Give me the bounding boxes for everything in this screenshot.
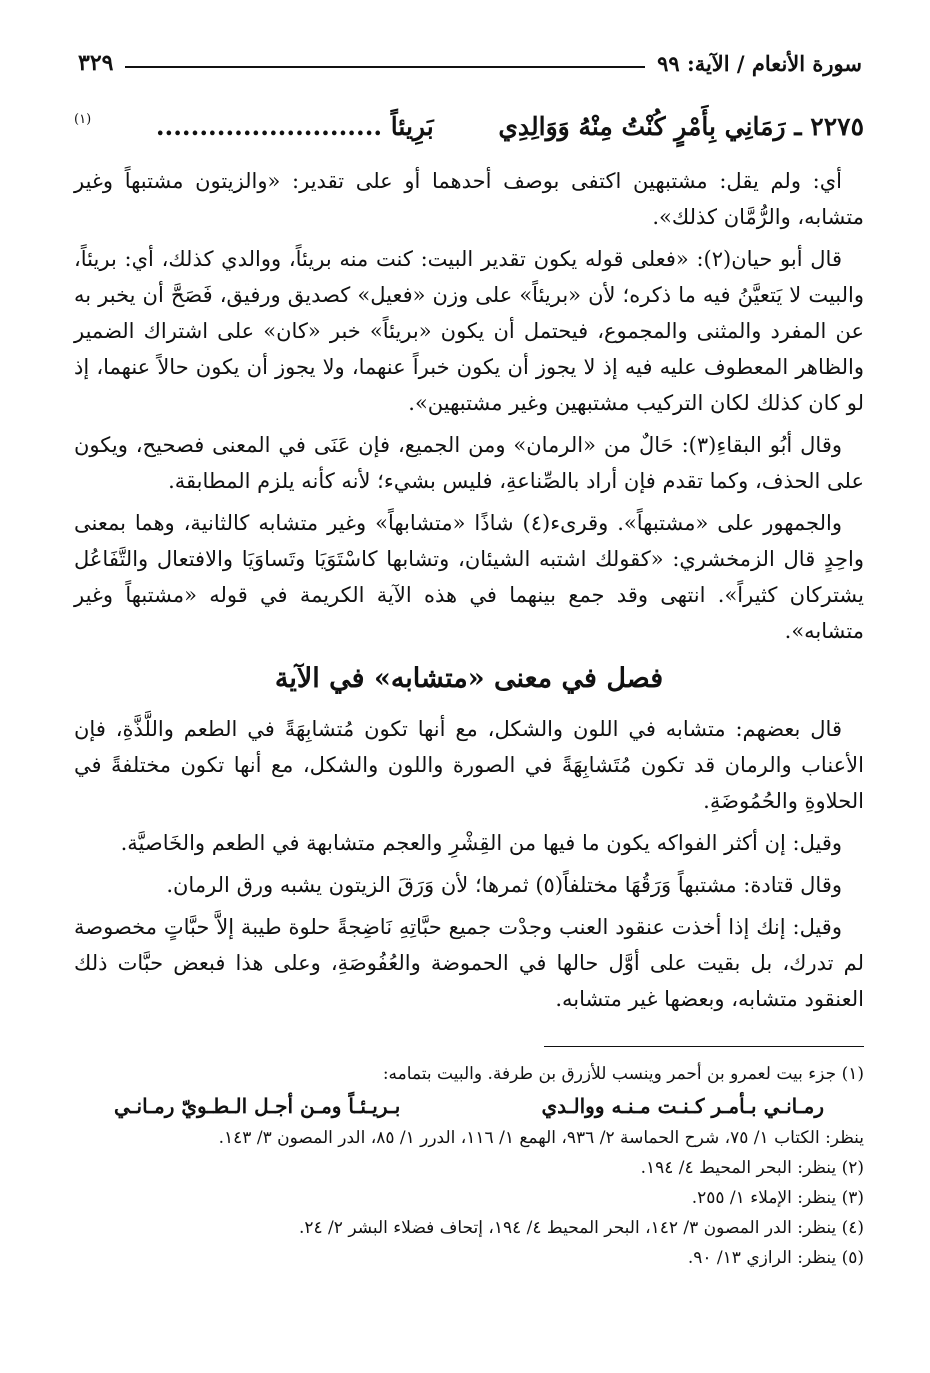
footnote-verse [114,1089,824,1123]
paragraph: قال أبو حيان(٢): «فعلى قوله يكون تقدير البيت: كنت منه بريئاً، ووالدي كذلك، أي: بريئاً، والبيت لا يَتعيَّنُ فيه ما ذكره؛ لأن «بريئاً» على وزن «فعيل» كصديق ورفيق، فَصَحَّ أن يخبر به عن المفرد والمثنى والمجموع، فيحتمل أن يكون «بريئاً» خبر «كان» على اشتراك الضمير والظاهر المعطوف عليه فيه إذ لا يجوز أن يكون خبراً عنهما، ولا يجوز أن يكون حالاً عنهما، إذ لو كان كذلك لكان التركيب مشتبهين وغير مشتبهين». [74,247,864,415]
poetry-verse [74,100,864,159]
paragraph: وقال أبُو البقاءِ(٣): حَالٌ من «الرمان» ومن الجميع، فإن عَنَى في المعنى فصحيح، ويكون على الحذف، وكما تقدم فإن أراد بالصِّناعةِ، فليس بشيء؛ لأنه كأنه يلزم المطابقة. [74,433,864,493]
verse-hemistich: ٢٢٧٥ ـ رَمَانِي بِأَمْرٍ كُنْتُ مِنْهُ وَوَالِدِي [498,112,864,141]
footnote-2: (٢) ينظر: البحر المحيط ٤/ ١٩٤. [640,1158,864,1178]
footnotes [74,1046,864,1273]
header-rule [125,66,645,68]
footnote-3: (٣) ينظر: الإملاء ١/ ٢٥٥. [691,1188,864,1208]
running-title: سورة الأنعام / الآية: ٩٩ [657,51,862,76]
footnote-5: (٥) ينظر: الرازي ١٣/ ٩٠. [687,1248,864,1268]
paragraph: والجمهور على «مشتبهاً». وقرىء(٤) شاذًا «متشابهاً» وغير متشابه كالثانية، وهما بمعنى واحِدٍ قال الزمخشري: «كقولك اشتبه الشيئان، وتشابها كاسْتَوَيَا وتَساوَيَا والافتعال والتَّفَاعُل يشتركان كثيراً». انتهى وقد جمع بينهما في هذه الآية الكريمة في قوله «مشتبهاً وغير متشابه». [74,511,864,643]
footnote-verse-second-half: بـريـئـاً ومـن أجـل الـطـويّ رمـانـي [114,1094,401,1118]
paragraph: قال بعضهم: متشابه في اللون والشكل، مع أنها تكون مُتشابِهَةً في الطعم واللَّذَّةِ، فإن الأعناب والرمان قد تكون مُتَشابِهَةً في الصورة واللون والشكل، مع أنها تكون مختلفةً في الحلاوةِ والحُمُوضَةِ. [74,717,864,813]
footnote-marker: (١) [74,112,92,127]
paragraph: وقال قتادة: مشتبهاً وَرَقُهَا مختلفاً(٥) ثمرها؛ لأن وَرَقَ الزيتون يشبه ورق الرمان. [166,873,842,897]
paragraph: وقيل: إنك إذا أخذت عنقود العنب وجدْت جميع حبَّاتِهِ نَاضِجةً حلوة طيبة إلاَّ حبَّاتٍ مخصوصة لم تدرك، بل بقيت على أوَّل حالها في الحموضة والعُفُوصَةِ، وعلى هذا فبعض حبَّات ذلك العنقود متشابه، وبعضها غير متشابه. [74,915,864,1011]
footnote-1-references: ينظر: الكتاب ١/ ٧٥، شرح الحماسة ٢/ ٩٣٦، الهمع ١/ ١١٦، الدرر ١/ ٨٥، الدر المصون ٣/ ١٤٣. [218,1128,864,1148]
paragraph: أي: ولم يقل: مشتبهين اكتفى بوصف أحدهما أو على تقدير: «والزيتون مشتبهاً وغير متشابه، والرُّمَّان كذلك». [74,169,864,229]
page-header [78,40,862,76]
paragraph: وقيل: إن أكثر الفواكه يكون ما فيها من القِشْرِ والعجم متشابهة في الطعم والخَاصيَّة. [120,831,842,855]
footnote-4: (٤) ينظر: الدر المصون ٣/ ١٤٢، البحر المحيط ٤/ ١٩٤، إتحاف فضلاء البشر ٢/ ٢٤. [298,1218,864,1238]
footnote-separator [544,1046,864,1047]
section-heading: فصل في معنى «متشابه» في الآية [274,663,664,694]
verse-ending: بَرِيئاً .......................... [155,112,434,141]
footnote-1: (١) جزء بيت لعمرو بن أحمر وينسب للأزرق بن طرفة. والبيت بتمامه: [382,1064,864,1084]
main-text [74,100,864,1023]
page-number: ٣٢٩ [78,50,114,76]
footnote-verse-first-half: رمـانـي بـأمـر كـنـت مـنـه ووالـدي [541,1094,824,1118]
